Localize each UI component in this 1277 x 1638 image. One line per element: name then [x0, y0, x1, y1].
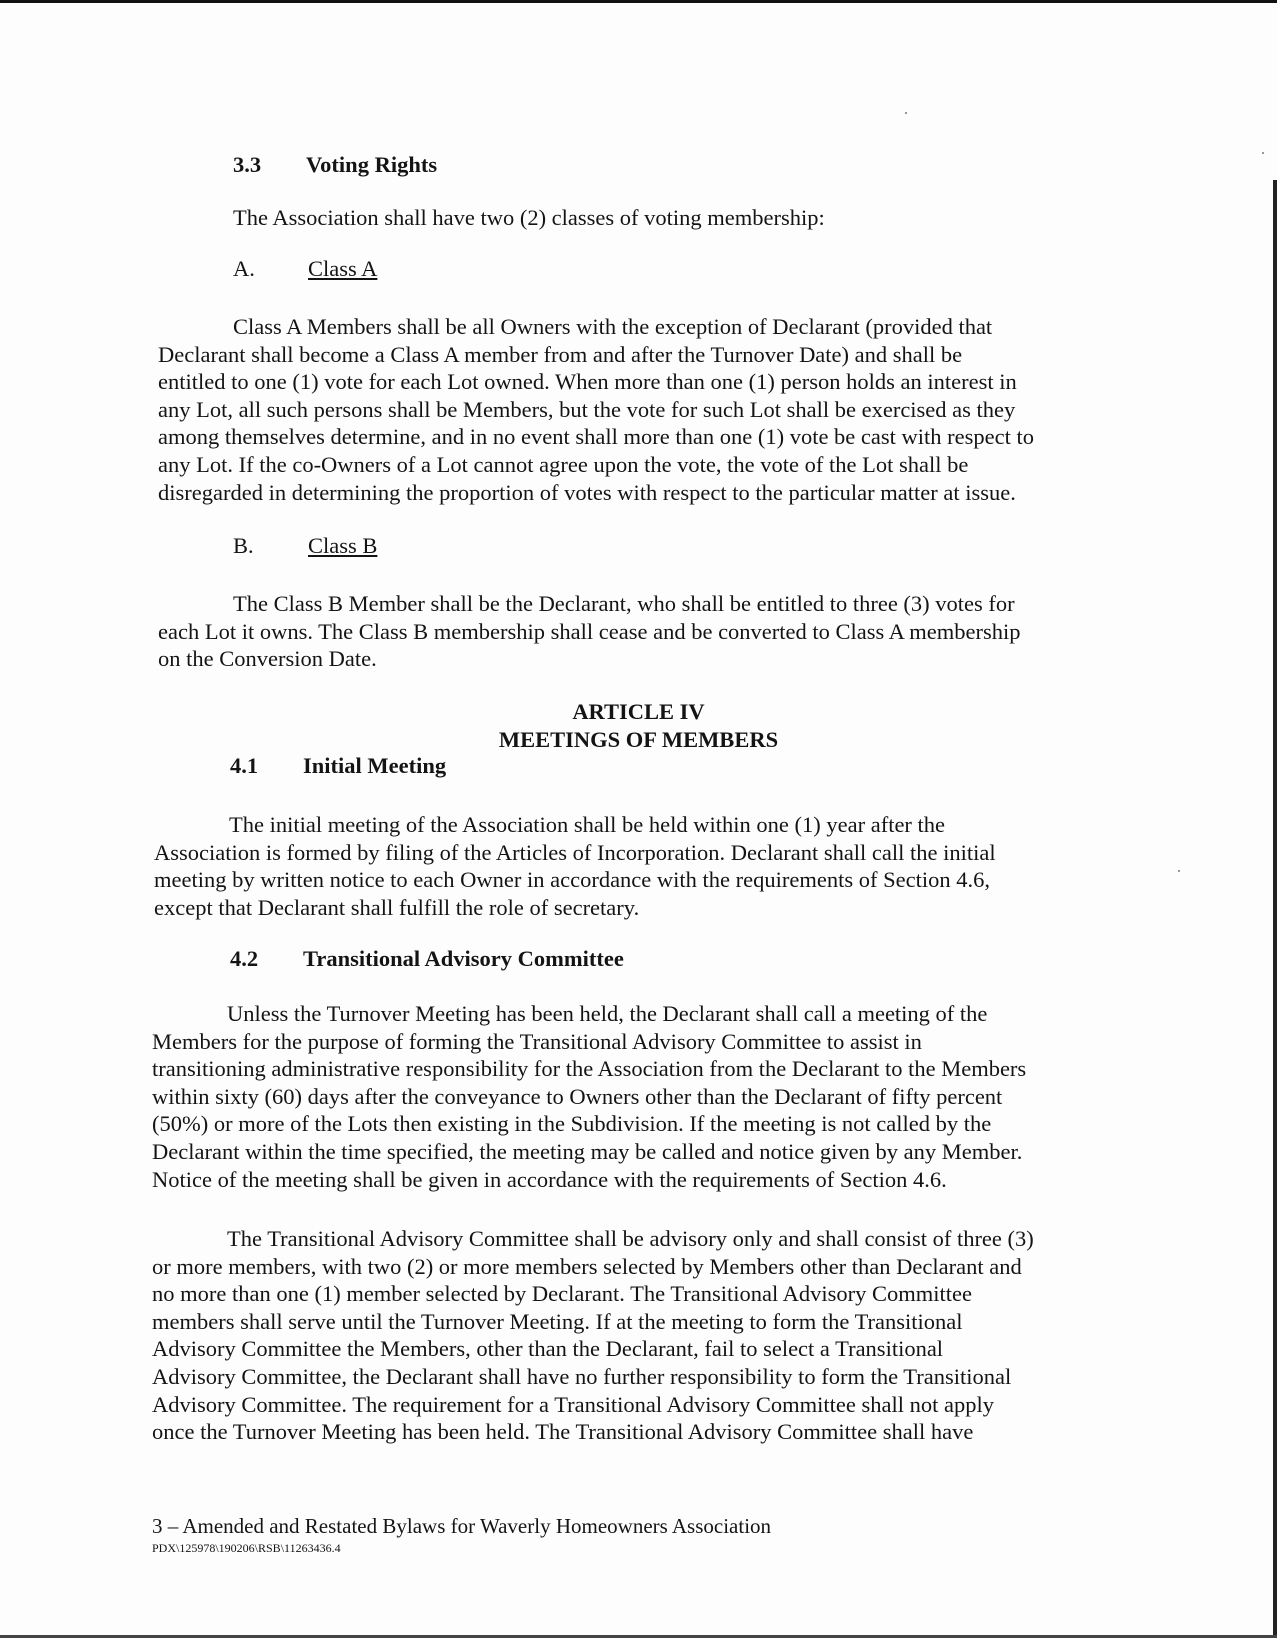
article-number: ARTICLE IV — [572, 699, 705, 724]
page-footer-title: 3 – Amended and Restated Bylaws for Waverly Homeowners Association — [152, 1514, 772, 1538]
class-a-heading — [233, 256, 377, 282]
paragraph-line: members shall serve until the Turnover Meeting. If at the meeting to form the Transitional — [152, 1308, 963, 1334]
paragraph-line: Notice of the meeting shall be given in accordance with the requirements of Section 4.6. — [152, 1166, 947, 1192]
paragraph-line: Declarant within the time specified, the meeting may be called and notice given by any Member. — [152, 1138, 1023, 1164]
section-3-3-heading — [233, 152, 437, 178]
scan-speck — [1262, 152, 1264, 154]
paragraph-line: Unless the Turnover Meeting has been held, the Declarant shall call a meeting of the — [227, 1001, 988, 1026]
paragraph-line: disregarded in determining the proportion of votes with respect to the particular matter at issue. — [158, 479, 1016, 505]
class-b-label: Class B — [308, 533, 378, 558]
section-title: Transitional Advisory Committee — [303, 946, 624, 971]
section-4-2-heading — [230, 946, 624, 972]
voting-intro: The Association shall have two (2) classes of voting membership: — [233, 205, 825, 230]
section-4-1-paragraph — [154, 811, 996, 921]
paragraph-line: Members for the purpose of forming the Transitional Advisory Committee to assist in — [152, 1028, 922, 1054]
section-4-2-paragraph-2 — [152, 1225, 1034, 1446]
class-b-heading — [233, 533, 377, 559]
paragraph-line: The Transitional Advisory Committee shall be advisory only and shall consist of three (3) — [227, 1226, 1034, 1251]
section-4-1-heading — [230, 753, 446, 779]
paragraph-line: entitled to one (1) vote for each Lot owned. When more than one (1) person holds an interest in — [158, 369, 1017, 395]
paragraph-line: Class A Members shall be all Owners with the exception of Declarant (provided that — [233, 314, 993, 339]
paragraph-line: Advisory Committee the Members, other than the Declarant, fail to select a Transitional — [152, 1336, 944, 1362]
paragraph-line: Declarant shall become a Class A member from and after the Turnover Date) and shall be — [158, 341, 963, 367]
paragraph-line: or more members, with two (2) or more members selected by Members other than Declarant and — [152, 1253, 1022, 1279]
section-number: 4.1 — [230, 753, 259, 778]
scan-edge-right — [1273, 180, 1277, 1638]
class-a-letter: A. — [233, 256, 255, 281]
paragraph-line: on the Conversion Date. — [158, 646, 377, 672]
paragraph-line: any Lot. If the co-Owners of a Lot cannot agree upon the vote, the vote of the Lot shall be — [158, 451, 969, 477]
paragraph-line: except that Declarant shall fulfill the role of secretary. — [154, 894, 640, 920]
paragraph-line: no more than one (1) member selected by Declarant. The Transitional Advisory Committee — [152, 1281, 973, 1307]
paragraph-line: once the Turnover Meeting has been held. The Transitional Advisory Committee shall have — [152, 1419, 974, 1445]
section-4-2-paragraph-1 — [152, 1000, 1026, 1193]
paragraph-line: Advisory Committee. The requirement for a Transitional Advisory Committee shall not apply — [152, 1391, 994, 1417]
section-title: Voting Rights — [306, 152, 438, 177]
paragraph-line: Advisory Committee, the Declarant shall have no further responsibility to form the Transitional — [152, 1363, 1012, 1389]
paragraph-line: The Class B Member shall be the Declarant, who shall be entitled to three (3) votes for — [233, 591, 1015, 616]
scan-speck — [905, 112, 907, 114]
paragraph-line: meeting by written notice to each Owner in accordance with the requirements of Section 4.6, — [154, 867, 990, 893]
paragraph-line: within sixty (60) days after the conveyance to Owners other than the Declarant of fifty percent — [152, 1083, 1003, 1109]
paragraph-line: (50%) or more of the Lots then existing in the Subdivision. If the meeting is not called by the — [152, 1111, 992, 1137]
class-a-paragraph — [158, 313, 1034, 506]
paragraph-line: among themselves determine, and in no event shall more than one (1) vote be cast with respect to — [158, 424, 1034, 450]
page-footer-doc-id: PDX\125978\190206\RSB\11263436.4 — [152, 1541, 341, 1555]
paragraph-line: any Lot, all such persons shall be Members, but the vote for such Lot shall be exercised as they — [158, 396, 1016, 422]
paragraph-line: each Lot it owns. The Class B membership shall cease and be converted to Class A membership — [158, 618, 1021, 644]
section-number: 3.3 — [233, 152, 262, 177]
paragraph-line: The initial meeting of the Association shall be held within one (1) year after the — [229, 812, 946, 837]
section-title: Initial Meeting — [303, 753, 447, 778]
class-b-letter: B. — [233, 533, 254, 558]
paragraph-line: Association is formed by filing of the Articles of Incorporation. Declarant shall call the initial — [154, 839, 996, 865]
class-a-label: Class A — [308, 256, 378, 281]
section-number: 4.2 — [230, 946, 259, 971]
scan-speck — [1178, 870, 1180, 872]
scan-edge-top — [0, 0, 1277, 3]
paragraph-line: transitioning administrative responsibility for the Association from the Declarant to the Members — [152, 1056, 1027, 1082]
class-b-paragraph — [158, 590, 1021, 673]
article-title: MEETINGS OF MEMBERS — [498, 727, 779, 752]
